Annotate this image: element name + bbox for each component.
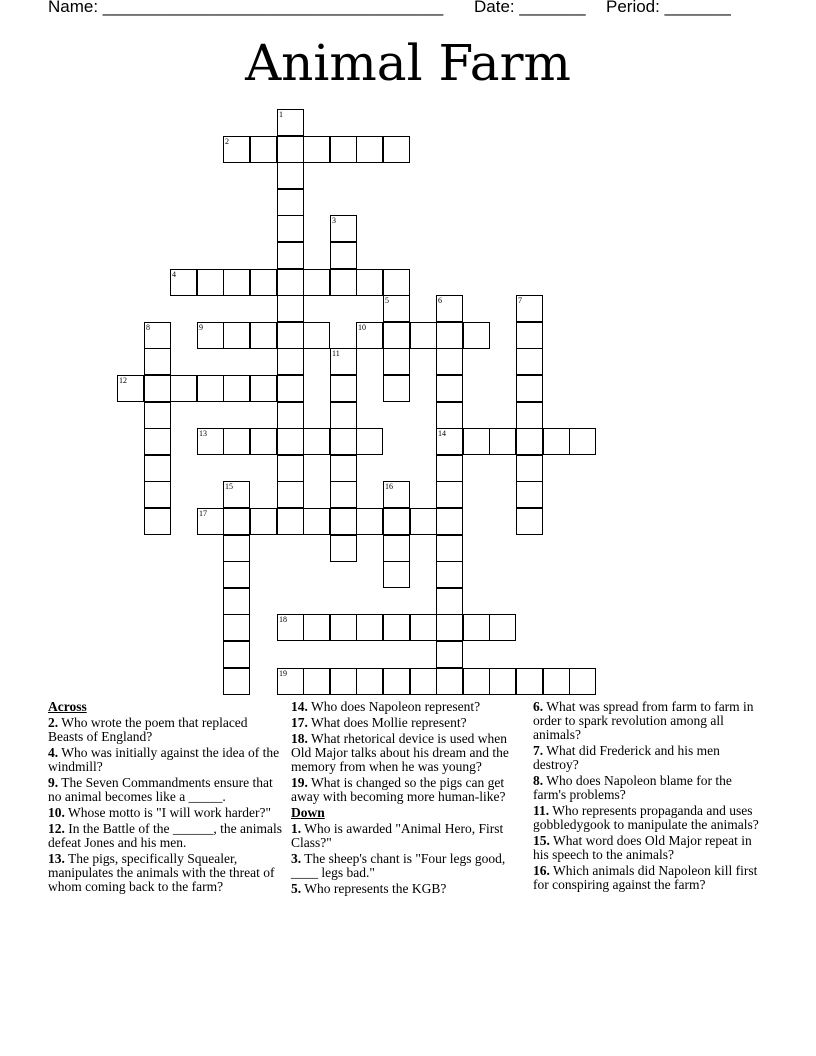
- grid-cell[interactable]: [489, 614, 516, 641]
- grid-cell[interactable]: [410, 668, 437, 695]
- grid-cell[interactable]: [516, 295, 543, 322]
- grid-cell[interactable]: [330, 402, 357, 429]
- clue-down-16: 16. Which animals did Napoleon kill first for conspiring against the farm?: [533, 863, 758, 892]
- clue-number: 3: [332, 216, 336, 225]
- grid-cell[interactable]: [330, 269, 357, 296]
- grid-cell[interactable]: [356, 614, 383, 641]
- grid-cell[interactable]: [223, 375, 250, 402]
- grid-cell[interactable]: [330, 508, 357, 535]
- grid-cell[interactable]: [356, 269, 383, 296]
- grid-cell[interactable]: [250, 508, 277, 535]
- clue-number: 12: [119, 376, 127, 385]
- grid-cell[interactable]: [463, 614, 490, 641]
- grid-cell[interactable]: [277, 136, 304, 163]
- clues-column-3: [533, 700, 765, 894]
- grid-cell[interactable]: [516, 322, 543, 349]
- grid-cell[interactable]: [223, 508, 250, 535]
- clues-column-1: [48, 700, 284, 896]
- grid-cell[interactable]: [516, 455, 543, 482]
- name-field[interactable]: Name: ____________________________________: [48, 0, 444, 16]
- grid-cell[interactable]: [250, 269, 277, 296]
- clue-number: 17: [199, 509, 207, 518]
- grid-cell[interactable]: [277, 215, 304, 242]
- grid-cell[interactable]: [356, 508, 383, 535]
- grid-cell[interactable]: [330, 136, 357, 163]
- grid-cell[interactable]: [330, 348, 357, 375]
- grid-cell[interactable]: [383, 295, 410, 322]
- grid-cell[interactable]: [277, 269, 304, 296]
- grid-cell[interactable]: [223, 136, 250, 163]
- grid-cell[interactable]: [410, 508, 437, 535]
- down-heading: Down: [291, 805, 325, 820]
- clue-down-8: 8. Who does Napoleon blame for the farm's problems?: [533, 773, 732, 802]
- grid-cell[interactable]: [223, 668, 250, 695]
- grid-cell[interactable]: [277, 428, 304, 455]
- clue-number: 9: [199, 323, 203, 332]
- grid-cell[interactable]: [463, 428, 490, 455]
- grid-cell[interactable]: [569, 668, 596, 695]
- clue-number: 6: [438, 296, 442, 305]
- page-title: Animal Farm: [245, 34, 571, 92]
- clue-across-13: 13. The pigs, specifically Squealer, manipulates the animals with the threat of whom coming back to the farm?: [48, 851, 275, 894]
- grid-cell[interactable]: [144, 455, 171, 482]
- grid-cell[interactable]: [489, 428, 516, 455]
- grid-cell[interactable]: [516, 508, 543, 535]
- grid-cell[interactable]: [436, 455, 463, 482]
- clue-number: 19: [279, 669, 287, 678]
- clue-across-4: 4. Who was initially against the idea of the windmill?: [48, 745, 280, 774]
- grid-cell[interactable]: [277, 295, 304, 322]
- grid-cell[interactable]: [223, 561, 250, 588]
- clue-number: 5: [385, 296, 389, 305]
- grid-cell[interactable]: [117, 375, 144, 402]
- grid-cell[interactable]: [436, 322, 463, 349]
- grid-cell[interactable]: [436, 481, 463, 508]
- clue-number: 1: [279, 110, 283, 119]
- grid-cell[interactable]: [144, 428, 171, 455]
- grid-cell[interactable]: [250, 136, 277, 163]
- grid-cell[interactable]: [197, 269, 224, 296]
- grid-cell[interactable]: [277, 242, 304, 269]
- clue-down-5: 5. Who represents the KGB?: [291, 881, 447, 896]
- clue-number: 11: [332, 349, 340, 358]
- grid-cell[interactable]: [277, 189, 304, 216]
- grid-cell[interactable]: [277, 348, 304, 375]
- clue-number: 18: [279, 615, 287, 624]
- grid-cell[interactable]: [436, 641, 463, 668]
- grid-cell[interactable]: [436, 535, 463, 562]
- grid-cell[interactable]: [383, 508, 410, 535]
- clue-across-18: 18. What rhetorical device is used when Old Major talks about his dream and the memory from when he was young?: [291, 731, 509, 774]
- grid-cell[interactable]: [356, 322, 383, 349]
- grid-cell[interactable]: [436, 508, 463, 535]
- grid-cell[interactable]: [250, 375, 277, 402]
- grid-cell[interactable]: [197, 508, 224, 535]
- grid-cell[interactable]: [277, 455, 304, 482]
- grid-cell[interactable]: [277, 508, 304, 535]
- grid-cell[interactable]: [436, 561, 463, 588]
- grid-cell[interactable]: [223, 641, 250, 668]
- grid-cell[interactable]: [223, 428, 250, 455]
- grid-cell[interactable]: [303, 322, 330, 349]
- grid-cell[interactable]: [330, 535, 357, 562]
- grid-cell[interactable]: [277, 322, 304, 349]
- grid-cell[interactable]: [383, 535, 410, 562]
- grid-cell[interactable]: [197, 375, 224, 402]
- grid-cell[interactable]: [277, 375, 304, 402]
- grid-cell[interactable]: [144, 322, 171, 349]
- grid-cell[interactable]: [569, 428, 596, 455]
- grid-cell[interactable]: [516, 481, 543, 508]
- grid-cell[interactable]: [330, 428, 357, 455]
- grid-cell[interactable]: [383, 614, 410, 641]
- grid-cell[interactable]: [170, 375, 197, 402]
- grid-cell[interactable]: [383, 136, 410, 163]
- grid-cell[interactable]: [303, 269, 330, 296]
- clue-across-19: 19. What is changed so the pigs can get away with becoming more human-like?: [291, 775, 506, 804]
- grid-cell[interactable]: [170, 269, 197, 296]
- clue-across-12: 12. In the Battle of the ______, the animals defeat Jones and his men.: [48, 821, 282, 850]
- grid-cell[interactable]: [489, 668, 516, 695]
- grid-cell[interactable]: [250, 322, 277, 349]
- grid-cell[interactable]: [383, 348, 410, 375]
- grid-cell[interactable]: [436, 668, 463, 695]
- clue-across-10: 10. Whose motto is "I will work harder?": [48, 805, 271, 820]
- grid-cell[interactable]: [223, 322, 250, 349]
- date-field[interactable]: Date: _______: [474, 0, 586, 16]
- grid-cell[interactable]: [303, 508, 330, 535]
- clue-down-6: 6. What was spread from farm to farm in order to spark revolution among all animals?: [533, 699, 754, 742]
- grid-cell[interactable]: [463, 322, 490, 349]
- grid-cell[interactable]: [223, 588, 250, 615]
- grid-cell[interactable]: [144, 348, 171, 375]
- grid-cell[interactable]: [277, 481, 304, 508]
- period-field[interactable]: Period: _______: [606, 0, 731, 16]
- clue-down-15: 15. What word does Old Major repeat in his speech to the animals?: [533, 833, 752, 862]
- grid-cell[interactable]: [144, 481, 171, 508]
- student-info-header: [48, 0, 768, 21]
- grid-cell[interactable]: [436, 375, 463, 402]
- grid-cell[interactable]: [223, 269, 250, 296]
- clue-number: 13: [199, 429, 207, 438]
- grid-cell[interactable]: [223, 614, 250, 641]
- clue-number: 10: [358, 323, 366, 332]
- clue-across-2: 2. Who wrote the poem that replaced Beasts of England?: [48, 715, 248, 744]
- clue-down-7: 7. What did Frederick and his men destroy?: [533, 743, 720, 772]
- grid-cell[interactable]: [144, 508, 171, 535]
- grid-cell[interactable]: [516, 668, 543, 695]
- clue-number: 2: [225, 137, 229, 146]
- grid-cell[interactable]: [356, 428, 383, 455]
- grid-cell[interactable]: [436, 428, 463, 455]
- grid-cell[interactable]: [330, 215, 357, 242]
- grid-cell[interactable]: [436, 348, 463, 375]
- grid-cell[interactable]: [144, 375, 171, 402]
- grid-cell[interactable]: [516, 428, 543, 455]
- grid-cell[interactable]: [277, 402, 304, 429]
- grid-cell[interactable]: [330, 455, 357, 482]
- grid-cell[interactable]: [543, 428, 570, 455]
- grid-cell[interactable]: [356, 136, 383, 163]
- clue-number: 15: [225, 482, 233, 491]
- clue-number: 16: [385, 482, 393, 491]
- clue-number: 8: [146, 323, 150, 332]
- grid-cell[interactable]: [516, 348, 543, 375]
- clue-across-9: 9. The Seven Commandments ensure that no animal becomes like a _____.: [48, 775, 273, 804]
- grid-cell[interactable]: [303, 668, 330, 695]
- grid-cell[interactable]: [410, 614, 437, 641]
- grid-cell[interactable]: [330, 668, 357, 695]
- grid-cell[interactable]: [383, 322, 410, 349]
- clue-number: 7: [518, 296, 522, 305]
- across-heading: Across: [48, 699, 87, 714]
- grid-cell[interactable]: [223, 535, 250, 562]
- grid-cell[interactable]: [436, 588, 463, 615]
- grid-cell[interactable]: [223, 481, 250, 508]
- grid-cell[interactable]: [436, 295, 463, 322]
- clue-across-17: 17. What does Mollie represent?: [291, 715, 467, 730]
- grid-cell[interactable]: [144, 402, 171, 429]
- grid-cell[interactable]: [383, 375, 410, 402]
- clues-column-2: [291, 700, 527, 898]
- grid-cell[interactable]: [330, 375, 357, 402]
- grid-cell[interactable]: [383, 668, 410, 695]
- grid-cell[interactable]: [463, 668, 490, 695]
- grid-cell[interactable]: [330, 614, 357, 641]
- grid-cell[interactable]: [330, 481, 357, 508]
- grid-cell[interactable]: [410, 322, 437, 349]
- grid-cell[interactable]: [383, 269, 410, 296]
- clue-number: 14: [438, 429, 446, 438]
- grid-cell[interactable]: [277, 668, 304, 695]
- grid-cell[interactable]: [303, 428, 330, 455]
- clue-across-14: 14. Who does Napoleon represent?: [291, 699, 481, 714]
- clue-down-11: 11. Who represents propaganda and uses gobbledygook to manipulate the animals?: [533, 803, 759, 832]
- grid-cell[interactable]: [436, 614, 463, 641]
- clue-number: 4: [172, 270, 176, 279]
- grid-cell[interactable]: [356, 668, 383, 695]
- grid-cell[interactable]: [516, 402, 543, 429]
- grid-cell[interactable]: [277, 614, 304, 641]
- grid-cell[interactable]: [197, 322, 224, 349]
- grid-cell[interactable]: [277, 162, 304, 189]
- grid-cell[interactable]: [436, 402, 463, 429]
- grid-cell[interactable]: [383, 561, 410, 588]
- grid-cell[interactable]: [383, 481, 410, 508]
- grid-cell[interactable]: [543, 668, 570, 695]
- grid-cell[interactable]: [330, 242, 357, 269]
- grid-cell[interactable]: [277, 109, 304, 136]
- grid-cell[interactable]: [303, 136, 330, 163]
- grid-cell[interactable]: [516, 375, 543, 402]
- clue-down-1: 1. Who is awarded "Animal Hero, First Class?": [291, 821, 504, 850]
- grid-cell[interactable]: [250, 428, 277, 455]
- grid-cell[interactable]: [303, 614, 330, 641]
- grid-cell[interactable]: [197, 428, 224, 455]
- clue-down-3: 3. The sheep's chant is "Four legs good, ____ legs bad.": [291, 851, 506, 880]
